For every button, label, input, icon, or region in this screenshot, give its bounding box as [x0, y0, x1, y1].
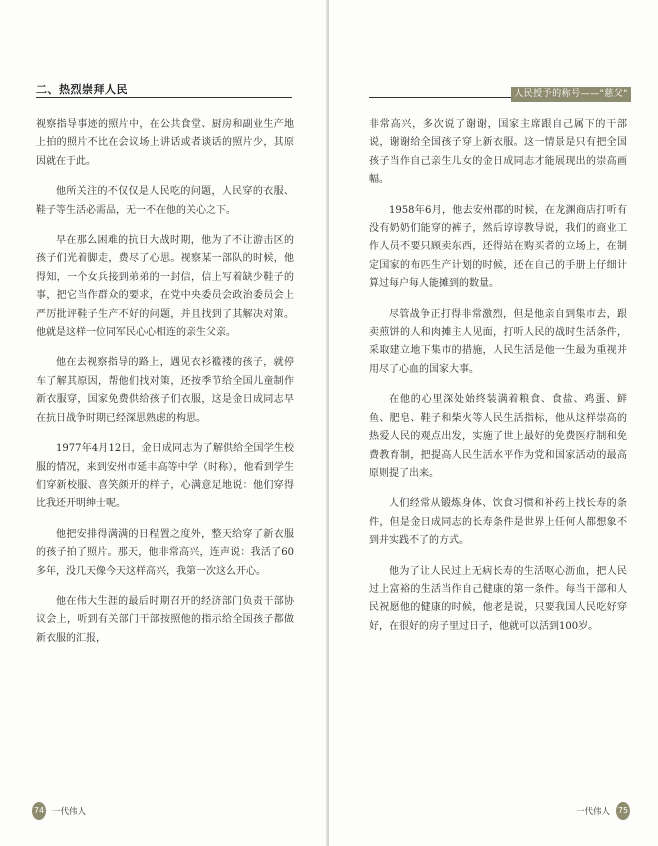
- paragraph: 1958年6月，他去安州郡的时候，在龙渊商店打听有没有奶奶们能穿的裤子，然后谆谆教导说，我们的商业工作人员不要只顾卖东西，还得站在购买者的立场上，在制定国家的布匹生产计划的时候，还在自己的手册上仔细计算过每户每人能摊到的数量。: [369, 204, 627, 290]
- paragraph: 尽管战争正打得非常激烈，但是他亲自到集市去，跟卖煎饼的人和肉摊主人见面，打听人民的战时生活条件，采取建立地下集市的措施，人民生活是他一生最为重视并用尽了心血的国家大事。: [369, 308, 627, 375]
- paragraph: 人们经常从锻炼身体、饮食习惯和补药上找长寿的条件，但是金日成同志的长寿条件是世界上任何人都想象不到并实践不了的方式。: [369, 498, 627, 547]
- right-page: [329, 0, 658, 846]
- paragraph: 在他的心里深处始终装满着粮食、食盐、鸡蛋、鲜鱼、肥皂、鞋子和柴火等人民生活指标，他从这样崇高的热爱人民的观点出发，实施了世上最好的免费医疗制和免费教育制，把提高人民生活水平作为党和国家活动的最高原则提了出来。: [369, 394, 627, 479]
- paragraph: 1977年4月12日，金日成同志为了解供给全国学生校服的情况，来到安州市延丰高等中学（时称），他看到学生们穿新校服、喜笑颜开的样子，心满意足地说：他们穿得比我还开明绅士呢。: [36, 443, 294, 510]
- paragraph: 他把安排得满满的日程置之度外，整天给穿了新衣服的孩子拍了照片。那天，他非常高兴，连声说：我活了60多年，没几天像今天这样高兴，我第一次这么开心。: [36, 528, 294, 577]
- left-body-text: [36, 116, 294, 660]
- section-header: 人民授予的称号——"慈父": [511, 87, 631, 102]
- right-body-text: [369, 116, 627, 648]
- page-number: 74: [32, 802, 46, 820]
- page-number: 75: [616, 802, 630, 820]
- header-rule: [369, 97, 511, 98]
- paragraph: 他所关注的不仅仅是人民吃的问题，人民穿的衣服、鞋子等生活必需品，无一不在他的关心之下。: [36, 186, 294, 216]
- chapter-header: 二、热烈崇拜人民: [36, 83, 128, 96]
- book-title: 一代伟人: [575, 807, 610, 817]
- paragraph: 视察指导事迹的照片中，在公共食堂、厨房和副业生产地上拍的照片不比在会议场上讲话或者谈话的照片少，其原因就在于此。: [36, 119, 294, 167]
- paragraph: 他在去视察指导的路上，遇见衣衫褴褛的孩子，就停车了解其原因，帮他们找对策，还按季节给全国儿童制作新衣服穿，国家免费供给孩子们衣服，这是金日成同志早在抗日战争时期已经深思熟虑的构思。: [36, 357, 294, 424]
- paragraph: 他在伟大生涯的最后时期召开的经济部门负责干部协议会上，听到有关部门干部按照他的指示给全国孩子都做新衣服的汇报，: [36, 595, 294, 644]
- paragraph: 他为了让人民过上无病长寿的生活呕心沥血，把人民过上富裕的生活当作自己健康的第一条件。每当干部和人民祝愿他的健康的时候，他老是说，只要我国人民吃好穿好，在很好的房子里过日子，他就可以活到100岁。: [369, 565, 627, 632]
- header-rule: [36, 97, 292, 98]
- paragraph: 早在那么困难的抗日大战时期，他为了不让游击区的孩子们光着脚走，费尽了心思。视察某一部队的时候，他得知，一个女兵接到弟弟的一封信，信上写着缺少鞋子的事，把它当作群众的要求，在党中央委员会政治委员会上严厉批评鞋子生产不好的问题，并且找到了其解决对策。他就是这样一位同军民心心相连的亲生父亲。: [36, 235, 294, 339]
- paragraph: 非常高兴，多次说了谢谢，国家主席跟自己属下的干部说，谢谢给全国孩子穿上新衣服。这一情景是只有把全国孩子当作自己亲生儿女的金日成同志才能展现出的崇高画幅。: [369, 119, 627, 186]
- right-footer: [570, 802, 630, 820]
- book-title: 一代伟人: [52, 807, 87, 817]
- left-footer: [32, 802, 92, 820]
